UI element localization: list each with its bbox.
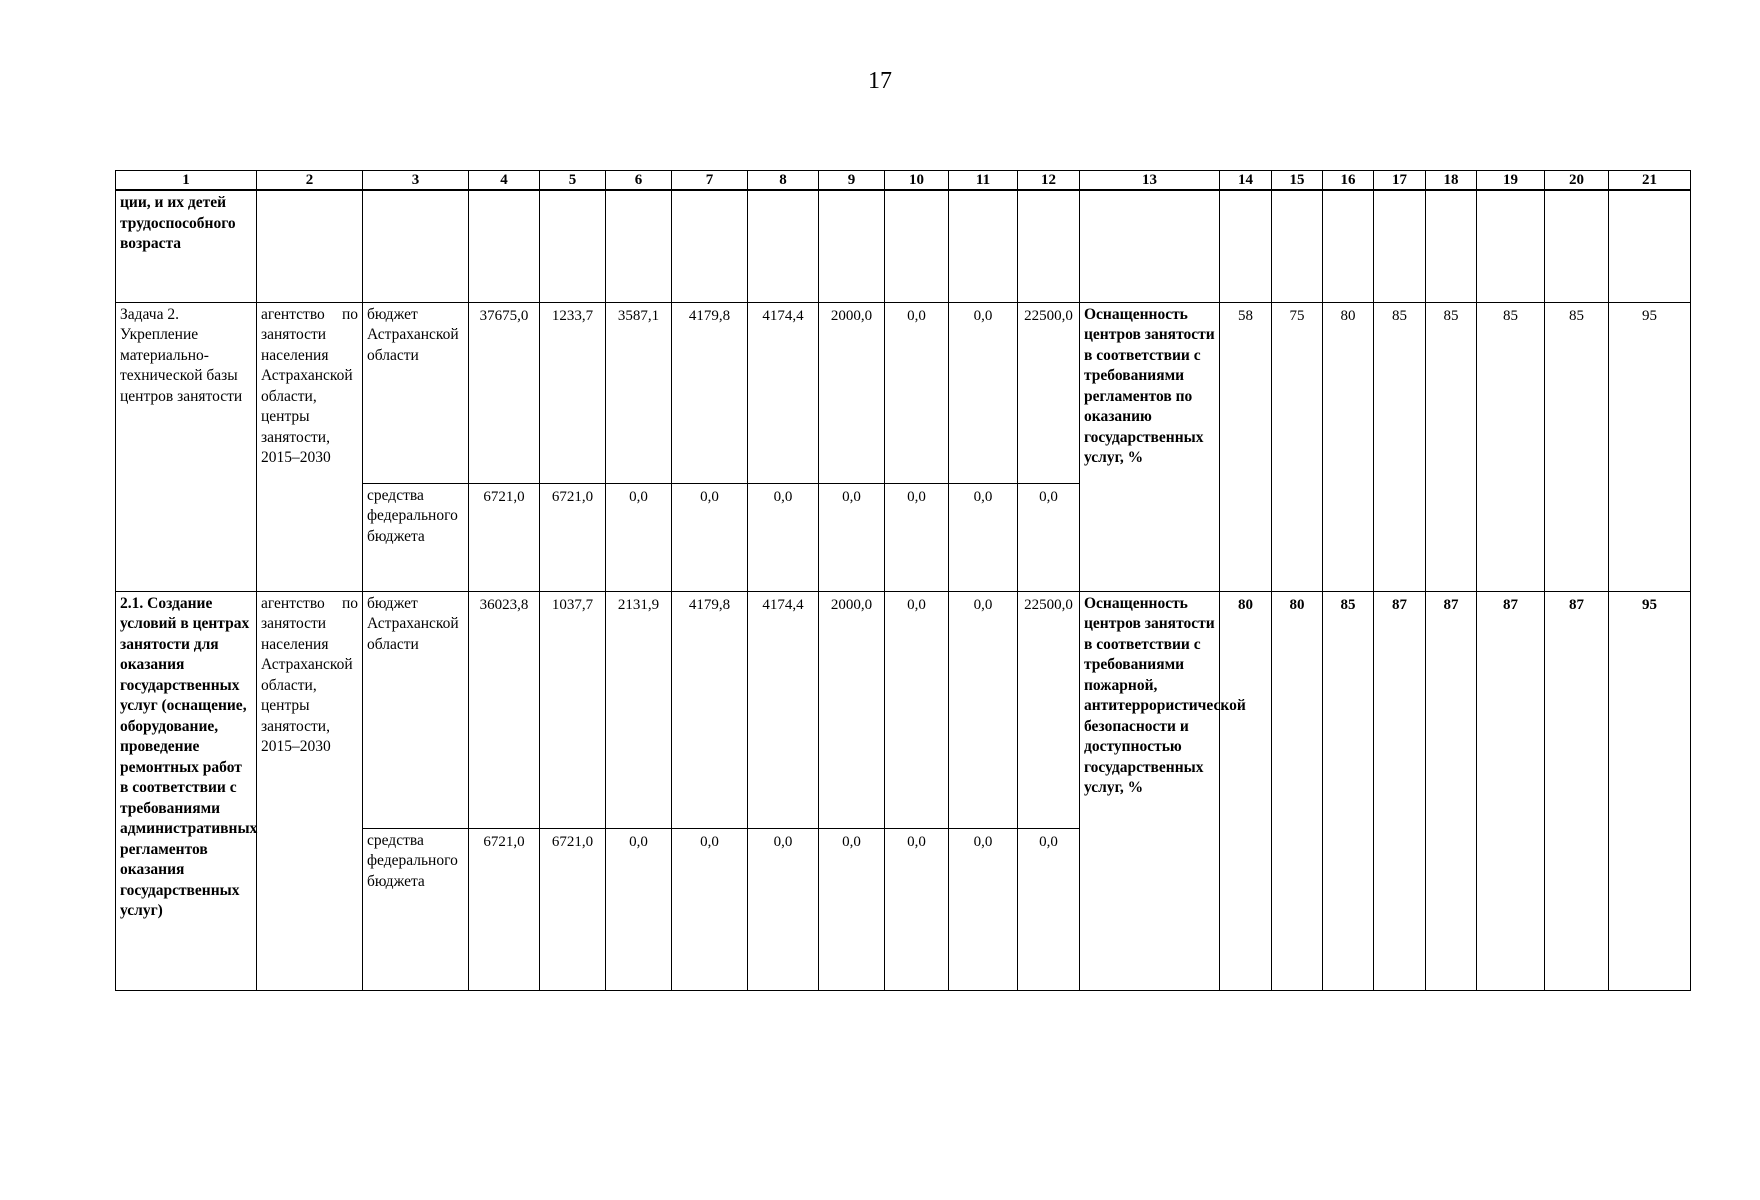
task2-target: 58 (1220, 302, 1272, 591)
col-header: 15 (1272, 171, 1323, 191)
col-header: 20 (1545, 171, 1609, 191)
col-header: 14 (1220, 171, 1272, 191)
col-header: 4 (469, 171, 540, 191)
item21-regional-value: 22500,0 (1018, 591, 1080, 828)
item21-target: 80 (1272, 591, 1323, 990)
item21-federal-value: 0,0 (606, 828, 672, 990)
item21-source-federal: средства федерального бюджета (363, 828, 469, 990)
task2-target: 80 (1323, 302, 1374, 591)
task2-regional-row (116, 302, 1691, 483)
item21-regional-value: 2000,0 (819, 591, 885, 828)
header-row (116, 171, 1691, 191)
task2-source-federal: средства федерального бюджета (363, 483, 469, 591)
page-number: 17 (868, 68, 892, 94)
item21-target: 87 (1545, 591, 1609, 990)
task2-federal-value: 0,0 (819, 483, 885, 591)
task2-source-regional: бюджет Астраханской области (363, 302, 469, 483)
task2-regional-value: 22500,0 (1018, 302, 1080, 483)
task2-target: 75 (1272, 302, 1323, 591)
item21-target: 85 (1323, 591, 1374, 990)
item21-name: 2.1. Создание условий в центрах занятости для оказания государственных услуг (оснащение, оборудование, проведение ремонтных работ в соответствии с требованиями административных регламентов оказания государственных услуг) (116, 591, 257, 990)
task2-indicator: Оснащенность центров занятости в соответствии с требованиями регламентов по оказанию государственных услуг, % (1080, 302, 1220, 591)
col-header: 8 (748, 171, 819, 191)
item21-target: 87 (1477, 591, 1545, 990)
task2-regional-value: 0,0 (885, 302, 949, 483)
item21-federal-value: 6721,0 (540, 828, 606, 990)
task2-target: 85 (1374, 302, 1426, 591)
col-header: 13 (1080, 171, 1220, 191)
col-header: 12 (1018, 171, 1080, 191)
item21-federal-value: 0,0 (819, 828, 885, 990)
task2-federal-value: 0,0 (949, 483, 1018, 591)
item21-regional-total: 36023,8 (469, 591, 540, 828)
item21-regional-value: 4174,4 (748, 591, 819, 828)
task2-target: 85 (1477, 302, 1545, 591)
col-header: 19 (1477, 171, 1545, 191)
item21-federal-value: 0,0 (1018, 828, 1080, 990)
task2-executor: агентство по занятости населения Астраханской области, центры занятости, 2015–2030 (257, 302, 363, 591)
item21-target: 87 (1426, 591, 1477, 990)
col-header: 18 (1426, 171, 1477, 191)
item21-regional-value: 0,0 (885, 591, 949, 828)
task2-regional-value: 3587,1 (606, 302, 672, 483)
item21-federal-value: 0,0 (672, 828, 748, 990)
task2-target: 95 (1609, 302, 1691, 591)
task2-regional-value: 4174,4 (748, 302, 819, 483)
item21-regional-value: 1037,7 (540, 591, 606, 828)
item21-source-regional: бюджет Астраханской области (363, 591, 469, 828)
item21-target: 80 (1220, 591, 1272, 990)
col-header: 10 (885, 171, 949, 191)
col-header: 9 (819, 171, 885, 191)
col-header: 1 (116, 171, 257, 191)
task2-target: 85 (1426, 302, 1477, 591)
item21-indicator: Оснащенность центров занятости в соответствии с требованиями пожарной, антитеррористической безопасности и доступностью государственных услуг, % (1080, 591, 1220, 990)
item21-regional-value: 0,0 (949, 591, 1018, 828)
col-header: 11 (949, 171, 1018, 191)
item21-target: 87 (1374, 591, 1426, 990)
task2-regional-value: 1233,7 (540, 302, 606, 483)
item21-regional-row (116, 591, 1691, 828)
item21-federal-value: 0,0 (748, 828, 819, 990)
col-header: 16 (1323, 171, 1374, 191)
task2-regional-value: 0,0 (949, 302, 1018, 483)
task2-name: Задача 2. Укрепление материально-технической базы центров занятости (116, 302, 257, 591)
col-header: 2 (257, 171, 363, 191)
item21-federal-value: 0,0 (949, 828, 1018, 990)
task2-federal-value: 0,0 (672, 483, 748, 591)
item21-executor: агентство по занятости населения Астраханской области, центры занятости, 2015–2030 (257, 591, 363, 990)
task2-federal-value: 0,0 (885, 483, 949, 591)
col-header: 21 (1609, 171, 1691, 191)
task2-federal-value: 6721,0 (540, 483, 606, 591)
item21-target: 95 (1609, 591, 1691, 990)
item21-regional-value: 4179,8 (672, 591, 748, 828)
continuation-row (116, 190, 1691, 302)
col-header: 5 (540, 171, 606, 191)
task2-federal-value: 0,0 (1018, 483, 1080, 591)
continued-text: ции, и их детей трудоспособного возраста (116, 190, 257, 302)
task2-regional-value: 2000,0 (819, 302, 885, 483)
item21-federal-value: 0,0 (885, 828, 949, 990)
item21-federal-total: 6721,0 (469, 828, 540, 990)
task2-federal-value: 0,0 (748, 483, 819, 591)
col-header: 17 (1374, 171, 1426, 191)
task2-federal-total: 6721,0 (469, 483, 540, 591)
task2-target: 85 (1545, 302, 1609, 591)
program-table (115, 170, 1691, 991)
col-header: 3 (363, 171, 469, 191)
task2-federal-value: 0,0 (606, 483, 672, 591)
item21-regional-value: 2131,9 (606, 591, 672, 828)
task2-regional-total: 37675,0 (469, 302, 540, 483)
col-header: 6 (606, 171, 672, 191)
task2-regional-value: 4179,8 (672, 302, 748, 483)
col-header: 7 (672, 171, 748, 191)
